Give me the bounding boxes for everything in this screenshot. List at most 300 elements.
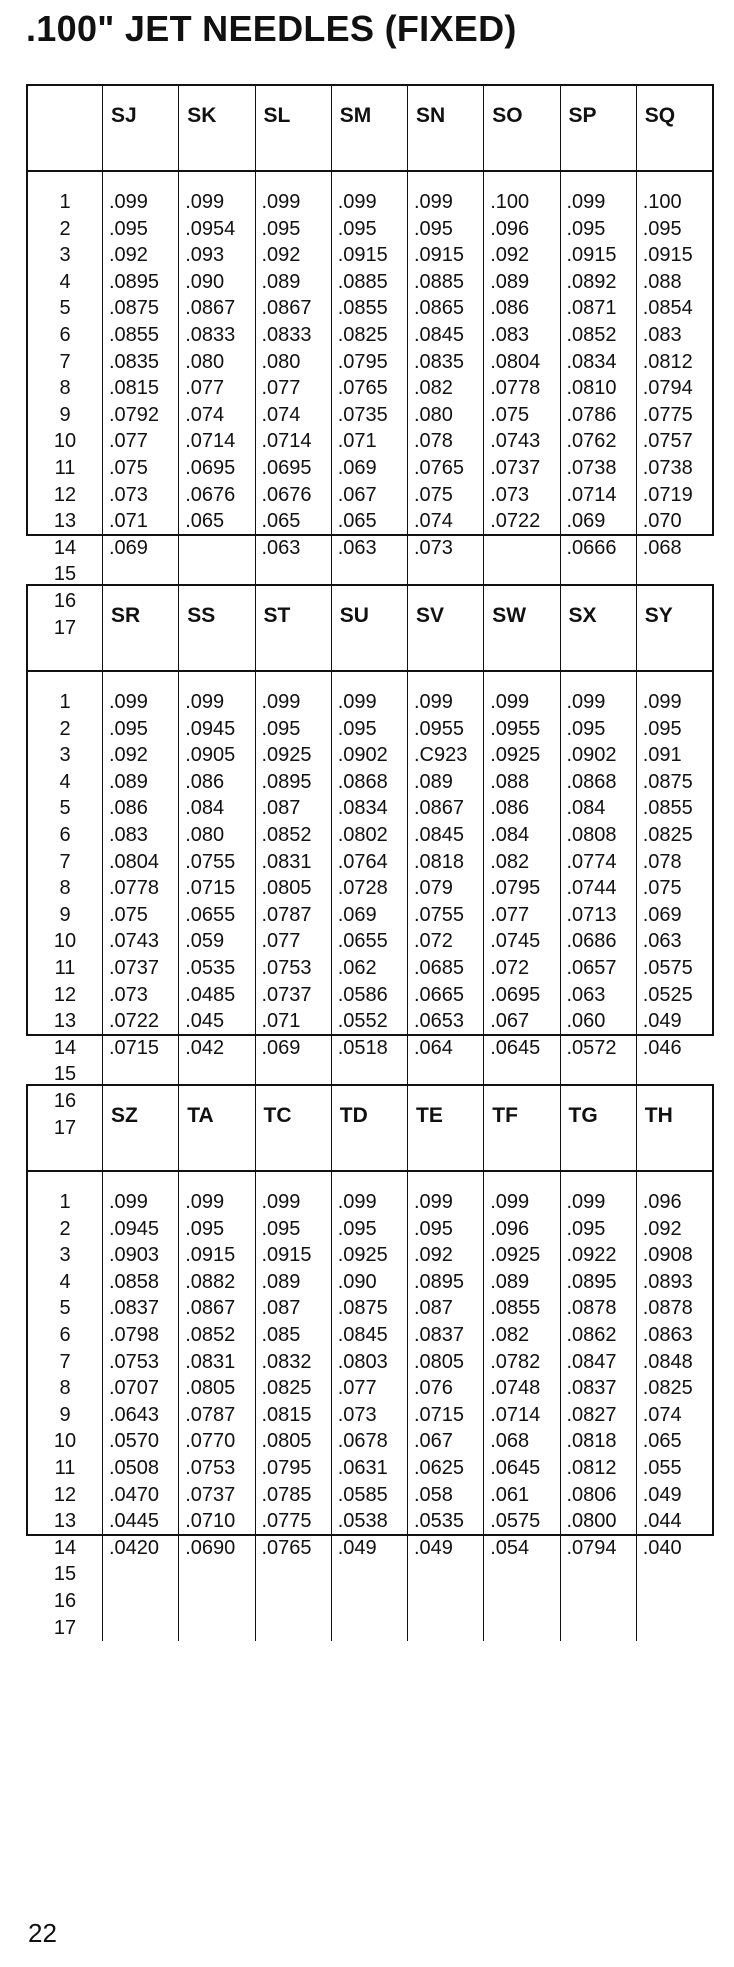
needle-value-cell: .099 [414, 691, 453, 713]
needle-value-cell: .0707 [109, 1377, 160, 1400]
needle-value-cell [262, 1561, 331, 1588]
column-header-label: TH [644, 1104, 673, 1127]
needle-value-cell: .090 [185, 270, 225, 293]
needle-value-cell: .054 [490, 1536, 530, 1559]
column-header-label: ST [263, 604, 291, 627]
needle-value-cell: .0945 [109, 1217, 160, 1240]
needle-value-cell: .068 [490, 1430, 530, 1453]
needle-value-cell: .067 [414, 1430, 453, 1453]
needle-value-cell [490, 1561, 559, 1588]
row-number: 5 [59, 1297, 71, 1320]
needle-value-cell: .075 [642, 877, 682, 900]
header-corner-cell [28, 586, 102, 672]
value-column [636, 172, 712, 641]
column-header [560, 1086, 636, 1172]
needle-value-cell: .0831 [185, 1350, 236, 1373]
needle-value-cell: .063 [261, 536, 301, 559]
needle-value-cell: .0774 [566, 850, 617, 873]
needle-value-cell: .0845 [414, 323, 465, 346]
column-header-label: SS [187, 604, 216, 627]
needle-value-cell: .0925 [490, 744, 541, 767]
needle-value-cell: .0803 [337, 1350, 388, 1373]
needle-value-cell [185, 1588, 254, 1615]
needle-value-cell: .0848 [642, 1350, 693, 1373]
needle-value-cell: .099 [185, 191, 225, 213]
row-number: 12 [53, 1483, 77, 1506]
needle-value-cell: .099 [261, 691, 301, 713]
value-column [331, 1172, 407, 1641]
needle-value-cell: .0794 [642, 377, 693, 400]
row-number: 11 [54, 456, 76, 479]
row-number: 4 [59, 1270, 71, 1293]
needle-value-cell: .0753 [261, 956, 312, 979]
needle-value-cell: .067 [490, 1010, 530, 1033]
needle-value-cell: .0855 [109, 323, 160, 346]
needle-value-cell: .0863 [642, 1323, 693, 1346]
needle-value-cell: .074 [261, 403, 301, 426]
needle-value-cell: .073 [414, 536, 453, 559]
row-number: 7 [59, 350, 71, 373]
needle-value-cell: .073 [490, 483, 530, 506]
value-column [102, 672, 178, 1141]
needle-value-cell: .068 [642, 536, 682, 559]
needle-value-cell: .0915 [414, 244, 465, 267]
row-number: 5 [59, 297, 71, 320]
value-column [255, 172, 331, 641]
column-header [178, 1086, 254, 1172]
needle-value-cell: .099 [490, 1191, 530, 1213]
needle-value-cell: .061 [490, 1483, 530, 1506]
needle-value-cell: .0572 [566, 1036, 617, 1059]
needle-value-cell: .0737 [490, 456, 541, 479]
column-header-label: SZ [111, 1104, 138, 1127]
needle-value-cell: .0795 [490, 877, 541, 900]
column-header [407, 586, 483, 672]
needle-value-cell: .046 [642, 1036, 682, 1059]
needle-value-cell: .0925 [261, 744, 312, 767]
needle-value-cell: .095 [414, 217, 453, 240]
needle-value-cell: .0922 [566, 1244, 617, 1267]
needle-value-cell: .0805 [261, 1430, 312, 1453]
needle-value-cell: .0753 [185, 1456, 236, 1479]
row-number: 6 [59, 1323, 71, 1346]
column-header-label: TD [339, 1104, 368, 1127]
needle-value-cell: .0818 [566, 1430, 617, 1453]
needle-value-cell: .0552 [337, 1010, 388, 1033]
needle-value-cell: .099 [490, 691, 530, 713]
needle-value-cell: .044 [642, 1510, 682, 1533]
needle-value-cell: .0867 [185, 297, 236, 320]
needle-value-cell [262, 1615, 331, 1642]
row-number: 11 [54, 1456, 76, 1479]
row-number: 8 [59, 877, 71, 900]
column-header-label: SX [568, 604, 597, 627]
row-number: 1 [59, 1191, 71, 1213]
needle-value-cell [490, 1588, 559, 1615]
needle-value-cell: .0805 [261, 877, 312, 900]
row-number: 15 [53, 1063, 77, 1086]
row-number: 2 [59, 217, 71, 240]
needle-value-cell: .0945 [185, 717, 236, 740]
row-number: 13 [53, 1010, 77, 1033]
needle-value-cell: .0715 [185, 877, 236, 900]
needle-value-cell: .096 [642, 1191, 682, 1213]
needle-value-cell: .049 [337, 1536, 377, 1559]
needle-value-cell: .0778 [109, 877, 160, 900]
needle-value-cell: .088 [490, 770, 530, 793]
needle-value-cell: .0875 [337, 1297, 388, 1320]
needle-value-cell: .0743 [109, 930, 160, 953]
row-number: 11 [54, 956, 76, 979]
needle-value-cell: .045 [185, 1010, 225, 1033]
needle-value-cell: .0868 [566, 770, 617, 793]
needle-value-cell: .0812 [642, 350, 693, 373]
needle-value-cell: .0895 [566, 1270, 617, 1293]
needle-value-cell: .0815 [109, 377, 160, 400]
needle-value-cell: .095 [566, 1217, 606, 1240]
column-header [255, 86, 331, 172]
needle-value-cell: .096 [490, 1217, 530, 1240]
value-column [255, 1172, 331, 1641]
needle-value-cell: .099 [566, 191, 606, 213]
needle-value-cell: .0825 [642, 1377, 693, 1400]
needle-value-cell: .055 [642, 1456, 682, 1479]
needle-value-cell: .099 [337, 691, 377, 713]
row-number: 9 [59, 903, 71, 926]
needle-value-cell: .089 [261, 270, 301, 293]
needle-value-cell: .0666 [566, 536, 617, 559]
row-number: 12 [53, 983, 77, 1006]
needle-value-cell: .065 [261, 510, 301, 533]
needle-value-cell: .089 [490, 1270, 530, 1293]
needle-value-cell: .C923 [414, 744, 468, 767]
column-header-label: TC [263, 1104, 292, 1127]
needle-value-cell: .0827 [566, 1403, 617, 1426]
needle-value-cell: .0915 [261, 1244, 312, 1267]
needle-value-cell [643, 1615, 712, 1642]
needle-value-cell: .0713 [566, 903, 617, 926]
needle-value-cell: .073 [109, 983, 148, 1006]
needle-value-cell: .073 [109, 483, 148, 506]
needle-value-cell: .082 [490, 1323, 530, 1346]
needle-value-cell: .0805 [185, 1377, 236, 1400]
column-header-label: SL [263, 104, 291, 127]
column-header-label: TG [568, 1104, 598, 1127]
needle-value-cell: .087 [261, 1297, 301, 1320]
needle-value-cell: .095 [261, 1217, 301, 1240]
needle-value-cell: .0902 [337, 744, 388, 767]
column-header [407, 86, 483, 172]
needle-value-cell: .086 [109, 797, 148, 820]
value-column [636, 672, 712, 1141]
column-header-label: SU [339, 604, 369, 627]
row-number: 9 [59, 403, 71, 426]
needle-value-cell: .0845 [337, 1323, 388, 1346]
row-number: 5 [59, 797, 71, 820]
needle-value-cell: .0775 [642, 403, 693, 426]
needle-value-cell: .0875 [109, 297, 160, 320]
needle-value-cell: .0847 [566, 1350, 617, 1373]
row-number: 3 [59, 1244, 71, 1267]
needle-value-cell: .092 [490, 244, 530, 267]
row-number: 2 [59, 717, 71, 740]
needle-value-cell: .0420 [109, 1536, 160, 1559]
needle-value-cell: .0695 [490, 983, 541, 1006]
needle-value-cell: .099 [109, 1191, 148, 1213]
needle-value-cell: .0585 [337, 1483, 388, 1506]
needle-value-cell: .072 [414, 930, 453, 953]
needle-value-cell: .095 [337, 217, 377, 240]
needle-value-cell: .075 [109, 456, 148, 479]
needle-value-cell: .083 [490, 323, 530, 346]
needle-value-cell: .0778 [490, 377, 541, 400]
needle-value-cell: .099 [261, 1191, 301, 1213]
row-number: 10 [53, 930, 77, 953]
column-header-label: SQ [644, 104, 676, 127]
value-column [331, 172, 407, 641]
needle-value-cell: .0903 [109, 1244, 160, 1267]
needle-value-cell [643, 1588, 712, 1615]
needle-value-cell: .069 [566, 510, 606, 533]
needle-value-cell: .069 [337, 903, 377, 926]
row-number: 17 [53, 616, 77, 639]
needle-value-cell: .0867 [261, 297, 312, 320]
needle-value-cell: .0744 [566, 877, 617, 900]
needle-value-cell: .095 [109, 217, 148, 240]
needle-value-cell: .0737 [185, 1483, 236, 1506]
row-number: 6 [59, 823, 71, 846]
needle-value-cell: .0895 [261, 770, 312, 793]
column-header-label: SJ [111, 104, 137, 127]
needle-value-cell: .0755 [185, 850, 236, 873]
row-number: 13 [53, 1510, 77, 1533]
needle-value-cell [185, 535, 254, 562]
needle-value-cell: .095 [185, 1217, 225, 1240]
needle-value-cell: .090 [337, 1270, 377, 1293]
needle-value-cell: .0525 [642, 983, 693, 1006]
needle-value-cell: .0815 [261, 1403, 312, 1426]
needle-value-cell: .083 [642, 323, 682, 346]
needle-value-cell: .077 [337, 1377, 377, 1400]
needle-value-cell: .0882 [185, 1270, 236, 1293]
value-column [102, 172, 178, 641]
needle-value-cell: .071 [337, 430, 377, 453]
needle-value-cell: .086 [490, 797, 530, 820]
row-number: 4 [59, 270, 71, 293]
needle-value-cell [109, 1561, 178, 1588]
needle-value-cell: .0834 [566, 350, 617, 373]
needle-value-cell: .0955 [414, 717, 465, 740]
needle-value-cell: .0893 [642, 1270, 693, 1293]
column-header-label: SN [416, 104, 446, 127]
needle-value-cell: .0714 [566, 483, 617, 506]
needle-value-cell: .0831 [261, 850, 312, 873]
needle-value-cell: .0787 [261, 903, 312, 926]
needle-value-cell [490, 1615, 559, 1642]
needle-value-cell: .0719 [642, 483, 693, 506]
value-column [407, 172, 483, 641]
column-header [331, 86, 407, 172]
row-number: 1 [59, 691, 71, 713]
needle-value-cell: .095 [261, 717, 301, 740]
column-header [331, 1086, 407, 1172]
needle-value-cell [109, 1588, 178, 1615]
needle-value-cell: .0782 [490, 1350, 541, 1373]
column-header [102, 586, 178, 672]
needle-value-cell [567, 1615, 636, 1642]
needle-value-cell: .0854 [642, 297, 693, 320]
needle-value-cell: .080 [185, 823, 225, 846]
needle-value-cell: .099 [414, 191, 453, 213]
needle-value-cell: .0954 [185, 217, 236, 240]
needle-value-cell: .0833 [185, 323, 236, 346]
needle-value-cell: .099 [642, 691, 682, 713]
value-column [255, 672, 331, 1141]
needle-value-cell: .0902 [566, 744, 617, 767]
row-number: 3 [59, 244, 71, 267]
needle-value-cell [643, 1561, 712, 1588]
needle-value-cell: .0575 [642, 956, 693, 979]
needle-value-cell: .062 [337, 956, 377, 979]
needle-value-cell: .0808 [566, 823, 617, 846]
needle-value-cell: .100 [490, 191, 530, 213]
value-column [102, 1172, 178, 1641]
row-number: 17 [53, 1116, 77, 1139]
needle-value-cell: .0837 [414, 1323, 465, 1346]
needle-value-cell: .0657 [566, 956, 617, 979]
needle-value-cell: .0764 [337, 850, 388, 873]
needle-value-cell: .0955 [490, 717, 541, 740]
needle-value-cell: .0765 [414, 456, 465, 479]
needle-value-cell: .040 [642, 1536, 682, 1559]
row-number: 8 [59, 1377, 71, 1400]
needle-value-cell: .060 [566, 1010, 606, 1033]
needle-value-cell: .0645 [490, 1456, 541, 1479]
needle-value-cell: .095 [642, 217, 682, 240]
needle-value-cell: .076 [414, 1377, 453, 1400]
needle-value-cell: .099 [185, 1191, 225, 1213]
needle-value-cell: .077 [185, 377, 225, 400]
needle-value-cell: .0737 [261, 983, 312, 1006]
needle-value-cell: .0834 [337, 797, 388, 820]
header-corner-cell [28, 1086, 102, 1172]
needle-value-cell: .063 [642, 930, 682, 953]
needle-value-cell: .0810 [566, 377, 617, 400]
needle-value-cell [490, 535, 559, 562]
row-number: 4 [59, 770, 71, 793]
needle-value-cell [109, 1615, 178, 1642]
column-header [483, 86, 559, 172]
column-header [255, 586, 331, 672]
needle-value-cell: .0800 [566, 1510, 617, 1533]
needle-value-cell: .0714 [490, 1403, 541, 1426]
needle-value-cell: .0714 [185, 430, 236, 453]
needle-value-cell: .087 [414, 1297, 453, 1320]
column-header [102, 86, 178, 172]
needle-value-cell: .069 [337, 456, 377, 479]
needle-value-cell [338, 1615, 407, 1642]
needle-value-cell: .0895 [414, 1270, 465, 1293]
needle-value-cell: .095 [261, 217, 301, 240]
column-header-label: SO [492, 104, 523, 127]
value-column [560, 172, 636, 641]
needle-value-cell: .0915 [337, 244, 388, 267]
needle-value-cell: .049 [642, 1483, 682, 1506]
row-number-column [28, 172, 102, 641]
needle-value-cell: .065 [185, 510, 225, 533]
needle-value-cell: .0586 [337, 983, 388, 1006]
needle-value-cell: .0643 [109, 1403, 160, 1426]
needle-value-cell: .0855 [490, 1297, 541, 1320]
column-header-label: TF [492, 1104, 518, 1127]
needle-value-cell: .0738 [642, 456, 693, 479]
needle-value-cell: .0925 [337, 1244, 388, 1267]
needle-value-cell: .0775 [261, 1510, 312, 1533]
needle-value-cell: .0445 [109, 1510, 160, 1533]
needle-value-cell: .084 [490, 823, 530, 846]
needle-value-cell: .0695 [185, 456, 236, 479]
needle-value-cell: .0728 [337, 877, 388, 900]
needle-value-cell: .086 [490, 297, 530, 320]
needle-value-cell: .086 [185, 770, 225, 793]
needle-value-cell: .082 [414, 377, 453, 400]
needle-value-cell: .0885 [337, 270, 388, 293]
needle-value-cell: .075 [490, 403, 530, 426]
header-corner-cell [28, 86, 102, 172]
needle-value-cell: .084 [566, 797, 606, 820]
needle-value-cell: .069 [642, 903, 682, 926]
needle-value-cell: .0805 [414, 1350, 465, 1373]
needle-value-cell: .093 [185, 244, 225, 267]
needle-value-cell: .0867 [185, 1297, 236, 1320]
needle-value-cell: .0765 [261, 1536, 312, 1559]
needle-value-cell: .065 [337, 510, 377, 533]
row-number: 3 [59, 744, 71, 767]
needle-value-cell: .0665 [414, 983, 465, 1006]
needle-value-cell: .0508 [109, 1456, 160, 1479]
needle-value-cell: .088 [642, 270, 682, 293]
needle-value-cell: .071 [261, 1010, 301, 1033]
needle-value-cell: .042 [185, 1036, 225, 1059]
needle-value-cell: .099 [109, 691, 148, 713]
needle-value-cell: .0867 [414, 797, 465, 820]
needle-value-cell: .077 [261, 377, 301, 400]
value-column [636, 1172, 712, 1641]
value-column [483, 672, 559, 1141]
needle-value-cell: .096 [490, 217, 530, 240]
column-header-label: SK [187, 104, 217, 127]
row-number: 15 [53, 563, 77, 586]
needle-value-cell: .0852 [566, 323, 617, 346]
needle-value-cell: .0812 [566, 1456, 617, 1479]
needle-value-cell: .095 [414, 1217, 453, 1240]
needle-value-cell: .0885 [414, 270, 465, 293]
needle-value-cell: .074 [642, 1403, 682, 1426]
column-header-label: SP [568, 104, 597, 127]
needle-value-cell: .092 [109, 244, 148, 267]
needle-value-cell: .0787 [185, 1403, 236, 1426]
needle-value-cell: .075 [414, 483, 453, 506]
column-header [636, 86, 712, 172]
needle-value-cell: .070 [642, 510, 682, 533]
needle-value-cell: .079 [414, 877, 453, 900]
value-column [407, 1172, 483, 1641]
page-number: 22 [28, 1918, 57, 1948]
needle-value-cell: .049 [642, 1010, 682, 1033]
needle-value-cell: .0804 [490, 350, 541, 373]
needle-value-cell: .0743 [490, 430, 541, 453]
column-header-label: TE [416, 1104, 443, 1127]
